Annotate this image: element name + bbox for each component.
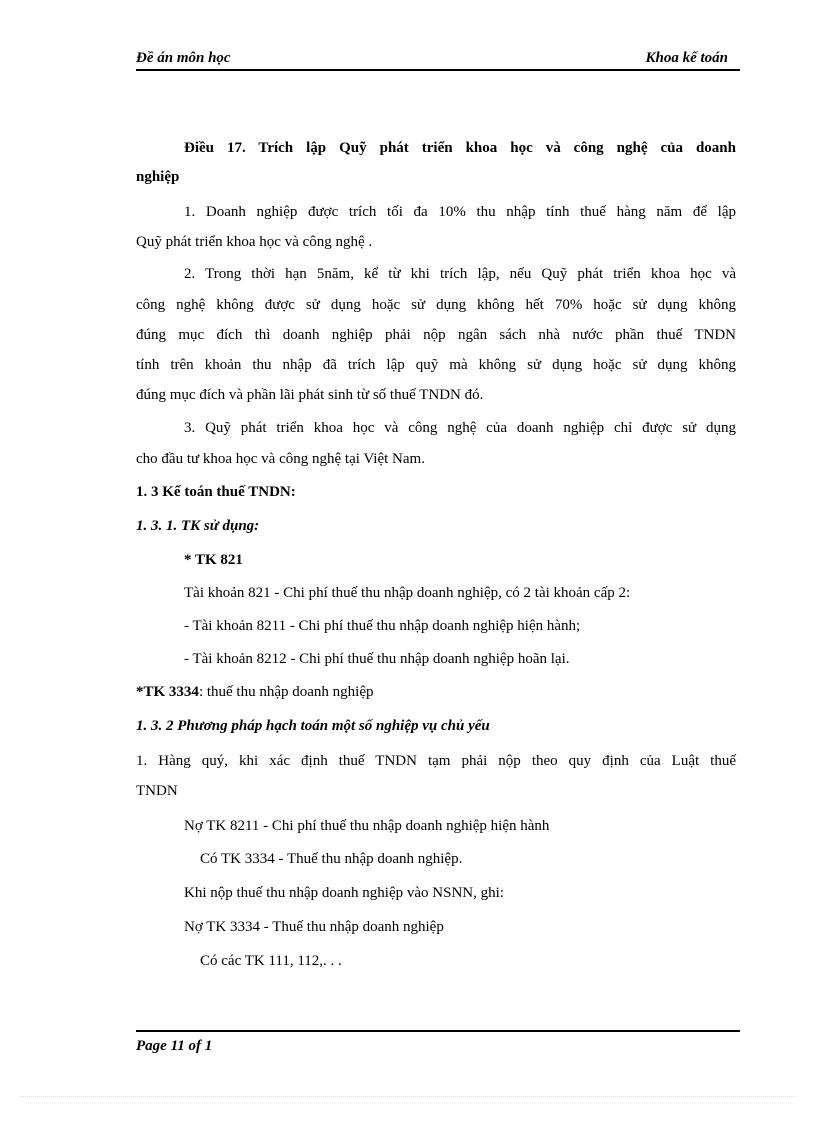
article-17-title-cont: nghiệp	[136, 169, 180, 185]
section-1-3-1-heading: 1. 3. 1. TK sử dụng:	[136, 518, 260, 534]
account-3334-description: : thuế thu nhập doanh nghiệp	[198, 684, 374, 700]
item-1-cont: TNDN	[136, 783, 178, 799]
header-department: Khoa kế toán	[645, 50, 728, 66]
paragraph-2-line-4: tính trên khoản thu nhập đã trích lập quỹ mà không sử dụng hoặc sử dụng không	[136, 357, 736, 373]
entry-1-debit: Nợ TK 8211 - Chi phí thuế thu nhập doanh nghiệp hiện hành	[184, 818, 550, 834]
article-17-title: Điều 17. Trích lập Quỹ phát triển khoa học và công nghệ của doanh	[184, 140, 736, 156]
item-1: 1. Hàng quý, khi xác định thuế TNDN tạm phải nộp theo quy định của Luật thuế	[136, 753, 736, 769]
paragraph-3-cont: cho đầu tư khoa học và công nghệ tại Việt Nam.	[136, 451, 425, 467]
paragraph-2-line-3: đúng mục đích thì doanh nghiệp phải nộp ngân sách nhà nước phần thuế TNDN	[136, 327, 736, 343]
account-821-label: * TK 821	[184, 552, 243, 568]
section-1-3-heading: 1. 3 Kế toán thuế TNDN:	[136, 484, 296, 500]
paragraph-2-line-2: công nghệ không được sử dụng hoặc sử dụng không hết 70% hoặc sử dụng không	[136, 297, 736, 313]
entry-1-credit: Có TK 3334 - Thuế thu nhập doanh nghiệp.	[200, 851, 463, 867]
account-8211-item: - Tài khoản 8211 - Chi phí thuế thu nhập doanh nghiệp hiện hành;	[184, 618, 581, 634]
header-course-title: Đề án môn học	[136, 50, 231, 66]
page-edge-divider	[20, 1096, 796, 1097]
account-3334-line	[136, 677, 374, 707]
entry-2-debit: Nợ TK 3334 - Thuế thu nhập doanh nghiệp	[184, 919, 444, 935]
paragraph-2-line-5: đúng mục đích và phần lãi phát sinh từ số thuế TNDN đó.	[136, 387, 484, 403]
page-number: Page 11 of 1	[136, 1038, 213, 1054]
entry-2-credit: Có các TK 111, 112,. . .	[200, 953, 342, 969]
paragraph-2: 2. Trong thời hạn 5năm, kể từ khi trích lập, nếu Quỹ phát triển khoa học và	[184, 266, 736, 282]
paragraph-3: 3. Quỹ phát triển khoa học và công nghệ của doanh nghiệp chỉ được sử dụng	[184, 420, 736, 436]
page-header	[136, 48, 740, 68]
section-1-3-2-heading: 1. 3. 2 Phương pháp hạch toán một số nghiệp vụ chủ yếu	[136, 718, 490, 734]
account-8212-item: - Tài khoản 8212 - Chi phí thuế thu nhập doanh nghiệp hoãn lại.	[184, 651, 570, 667]
account-3334-label: *TK 3334	[136, 684, 199, 700]
account-821-description: Tài khoản 821 - Chi phí thuế thu nhập doanh nghiệp, có 2 tài khoản cấp 2:	[184, 585, 631, 601]
header-divider	[136, 69, 740, 71]
payment-note: Khi nộp thuế thu nhập doanh nghiệp vào NSNN, ghi:	[184, 885, 504, 901]
footer-divider	[136, 1030, 740, 1032]
paragraph-1-cont: Quỹ phát triển khoa học và công nghệ .	[136, 234, 373, 250]
paragraph-1: 1. Doanh nghiệp được trích tối đa 10% thu nhập tính thuế hàng năm để lập	[184, 204, 736, 220]
